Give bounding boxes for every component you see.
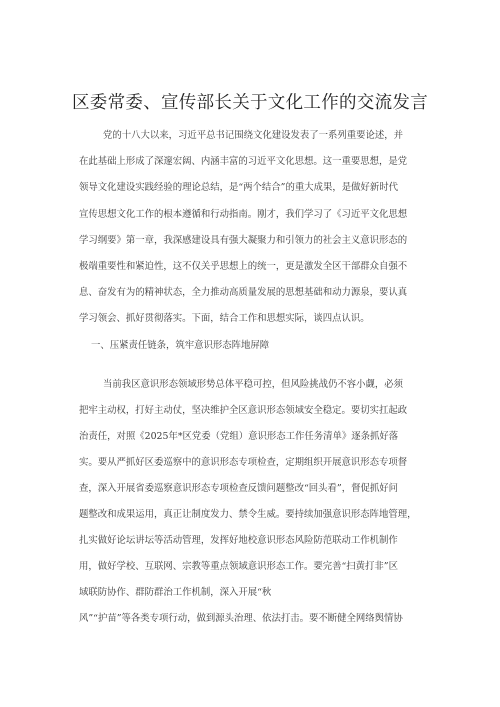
- paragraph-line: 当前我区意识形态领域形势总体平稳可控，但风险挑战仍不容小觑，必须: [103, 379, 404, 390]
- paragraph-line: 宣传思想文化工作的根本遵循和行动指南。刚才，我们学习了《习近平文化思想: [79, 209, 408, 220]
- paragraph-line: 息、奋发有为的精神状态，全力推动高质量发展的思想基础和动力源泉，要认真: [79, 287, 408, 298]
- paragraph-line: 领导文化建设实践经验的理论总结，是“两个结合”的重大成果，是做好新时代: [79, 182, 398, 193]
- paragraph-line: 把牢主动权，打好主动仗，坚决维护全区意识形态领域安全稳定。要切实扛起政: [79, 405, 408, 416]
- paragraph-line: 题整改和成果运用，真正让制度发力、禁令生威。要持续加强意识形态阵地管理，: [79, 509, 417, 520]
- paragraph-line: 治责任，对照《2025年*区党委（党组）意识形态工作任务清单》逐条抓好落: [79, 431, 399, 442]
- paragraph-line: 实。要从严抓好区委巡察中的意识形态专项检查，定期组织开展意识形态专项督: [79, 457, 408, 468]
- paragraph-line: 查，深入开展省委巡察意识形态专项检查反馈问题整改“回头看”，督促抓好问: [79, 483, 398, 494]
- document-title: 区委常委、宣传部长关于文化工作的交流发言: [72, 93, 428, 113]
- paragraph-line: 学习领会、抓好贯彻落实。下面，结合工作和思想实际，谈四点认识。: [79, 313, 370, 324]
- paragraph-line: 域联防协作、群防群治工作机制，深入开展“秋: [79, 587, 272, 598]
- section-heading: 一、压紧责任链条，筑牢意识形态阵地屏障: [91, 340, 270, 351]
- paragraph-line: 党的十八大以来，习近平总书记围绕文化建设发表了一系列重要论述，并: [103, 130, 404, 141]
- paragraph-line: 在此基础上形成了深邃宏阔、内涵丰富的习近平文化思想。这一重要思想，是党: [79, 156, 408, 167]
- paragraph-line: 扎实做好论坛讲坛等活动管理，发挥好地校意识形态风险防范联动工作机制作: [79, 535, 398, 546]
- paragraph-line: 用，做好学校、互联网、宗教等重点领域意识形态工作。要完善“扫黄打非”区: [79, 561, 398, 572]
- paragraph-line: 极端重要性和紧迫性，这不仅关乎思想上的统一，更是激发全区干部群众自强不: [79, 261, 408, 272]
- paragraph-line: 风”“护苗”等各类专项行动，做到源头治理、依法打击。要不断健全网络舆情协: [79, 613, 403, 624]
- paragraph-line: 学习纲要》第一章，我深感建设具有强大凝聚力和引领力的社会主义意识形态的: [79, 235, 408, 246]
